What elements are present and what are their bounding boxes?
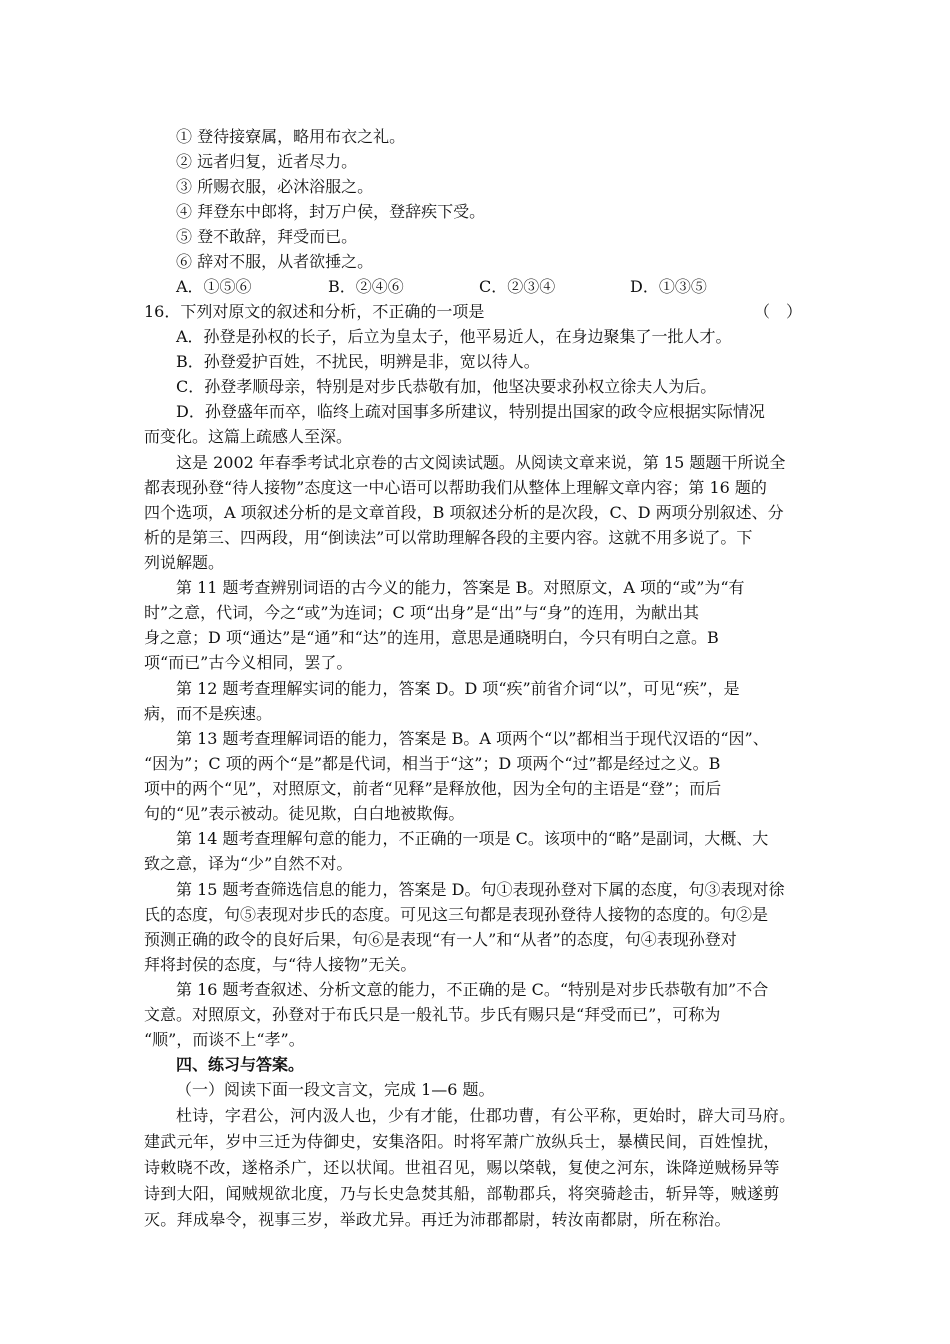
q16-stem: 16．下列对原文的叙述和分析，不正确的一项是: [144, 302, 485, 321]
q16-answer-bracket: （ ）: [754, 302, 803, 321]
section-subheading: （一）阅读下面一段文言文，完成 1—6 题。: [176, 1080, 495, 1099]
passage-line: 建武元年，岁中三迁为侍御史，安集洛阳。时将军萧广放纵兵士，暴横民间，百姓惶扰，: [144, 1132, 780, 1151]
q15-item-1: ① 登待接寮属，略用布衣之礼。: [176, 127, 406, 146]
q16-option-d-line2: 而变化。这篇上疏感人至深。: [144, 427, 353, 446]
analysis-intro-line: 析的是第三、四两段，用“倒读法”可以常助理解各段的主要内容。这就不用多说了。下: [144, 528, 753, 547]
analysis-intro-line: 这是 2002 年春季考试北京卷的古文阅读试题。从阅读文章来说，第 15 题题干所说全: [176, 453, 786, 472]
q15-item-6: ⑥ 辞对不服，从者欲捶之。: [176, 252, 374, 271]
q15-option-d: D．①③⑤: [630, 277, 707, 296]
analysis-q16-line: 文意。对照原文，孙登对于布氏只是一般礼节。步氏有赐只是“拜受而已”，可称为: [144, 1005, 721, 1024]
analysis-intro-line: 列说解题。: [144, 553, 225, 572]
q16-option-d-line1: D．孙登盛年而卒，临终上疏对国事多所建议，特别提出国家的政令应根据实际情况: [176, 402, 765, 421]
analysis-q11-line: 第 11 题考查辨别词语的古今义的能力，答案是 B。对照原文，A 项的“或”为“有: [176, 578, 745, 597]
analysis-q15-line: 第 15 题考查筛选信息的能力，答案是 D。句①表现孙登对下属的态度，句③表现对徐: [176, 880, 785, 899]
analysis-q14-line: 第 14 题考查理解句意的能力，不正确的一项是 C。该项中的“略”是副词，大概、大: [176, 829, 769, 848]
analysis-q13-line: 句的“见”表示被动。徒见欺，白白地被欺侮。: [144, 804, 465, 823]
analysis-q12-line: 第 12 题考查理解实词的能力，答案 D。D 项“疾”前省介词“以”，可见“疾”，是: [176, 679, 740, 698]
analysis-q15-line: 预测正确的政令的良好后果，句⑥是表现“有一人”和“从者”的态度，句④表现孙登对: [144, 930, 737, 949]
q16-option-a: A．孙登是孙权的长子，后立为皇太子，他平易近人，在身边聚集了一批人才。: [176, 327, 732, 346]
passage-line: 杜诗，字君公，河内汲人也，少有才能，仕郡功曹，有公平称，更始时，辟大司马府。: [176, 1106, 796, 1125]
q15-option-c: C．②③④: [479, 277, 556, 296]
analysis-q14-line: 致之意，译为“少”自然不对。: [144, 854, 353, 873]
analysis-q15-line: 氏的态度，句⑤表现对步氏的态度。可见这三句都是表现孙登待人接物的态度的。句②是: [144, 905, 769, 924]
analysis-q16-line: 第 16 题考查叙述、分析文意的能力，不正确的是 C。“特别是对步氏恭敬有加”不合: [176, 980, 769, 999]
q16-option-c: C．孙登孝顺母亲，特别是对步氏恭敬有加，他坚决要求孙权立徐夫人为后。: [176, 377, 717, 396]
analysis-q15-line: 拜将封侯的态度，与“待人接物”无关。: [144, 955, 417, 974]
analysis-q12-line: 病，而不是疾速。: [144, 704, 273, 723]
passage-line: 灭。拜成皋令，视事三岁，举政尤异。再迁为沛郡都尉，转汝南都尉，所在称治。: [144, 1210, 731, 1229]
q15-option-a: A．①⑤⑥: [176, 277, 252, 296]
analysis-q13-line: 项中的两个“见”，对照原文，前者“见释”是释放他，因为全句的主语是“登”；而后: [144, 779, 722, 798]
q15-item-3: ③ 所赐衣服，必沐浴服之。: [176, 177, 374, 196]
q15-item-5: ⑤ 登不敢辞，拜受而已。: [176, 227, 358, 246]
analysis-q11-line: 时”之意，代词，今之“或”为连词；C 项“出身”是“出”与“身”的连用，为献出其: [144, 603, 699, 622]
section-heading: 四、练习与答案。: [176, 1055, 305, 1074]
analysis-q13-line: “因为”；C 项的两个“是”都是代词，相当于“这”；D 项两个“过”都是经过之义。B: [144, 754, 721, 773]
passage-line: 诗到大阳，闻贼规欲北度，乃与长史急焚其船，部勒郡兵，将突骑趁击，斩异等，贼遂剪: [144, 1184, 780, 1203]
q16-option-b: B．孙登爱护百姓，不扰民，明辨是非，宽以待人。: [176, 352, 540, 371]
q15-option-b: B．②④⑥: [328, 277, 404, 296]
analysis-intro-line: 四个选项，A 项叙述分析的是文章首段，B 项叙述分析的是次段，C、D 两项分别叙述、分: [144, 503, 784, 522]
passage-line: 诗敕晓不改，遂格杀广，还以状闻。世祖召见，赐以棨戟，复使之河东，诛降逆贼杨异等: [144, 1158, 780, 1177]
analysis-intro-line: 都表现孙登“待人接物”态度这一中心语可以帮助我们从整体上理解文章内容；第 16 题的: [144, 478, 767, 497]
q15-options: [176, 274, 776, 299]
analysis-q16-line: “顺”，而谈不上“孝”。: [144, 1030, 305, 1049]
analysis-q13-line: 第 13 题考查理解词语的能力，答案是 B。A 项两个“以”都相当于现代汉语的“因”、: [176, 729, 769, 748]
analysis-q11-line: 身之意；D 项“通达”是“通”和“达”的连用，意思是通晓明白，今只有明白之意。B: [144, 628, 719, 647]
q15-item-4: ④ 拜登东中郎将，封万户侯，登辞疾下受。: [176, 202, 486, 221]
q15-item-2: ② 远者归复，近者尽力。: [176, 152, 358, 171]
analysis-q11-line: 项“而已”古今义相同，罢了。: [144, 653, 353, 672]
